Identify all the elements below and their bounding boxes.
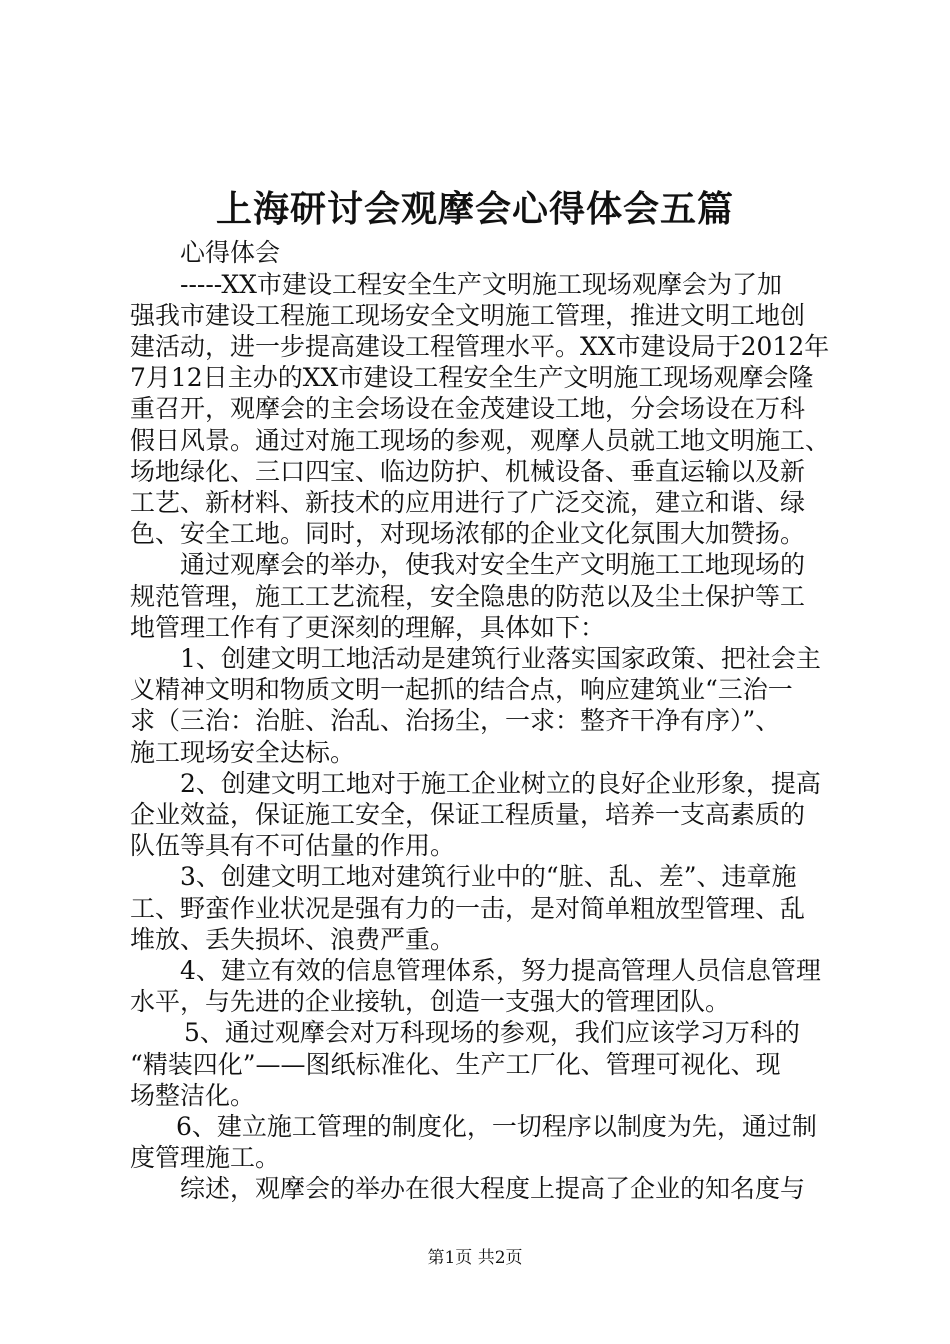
body-line: 综述，观摩会的举办在很大程度上提高了企业的知名度与 [180,1174,806,1203]
body-line: 场地绿化、三口四宝、临边防护、机械设备、垂直运输以及新 [130,457,806,486]
body-line: 强我市建设工程施工现场安全文明施工管理，推进文明工地创 [130,301,806,330]
body-line: 队伍等具有不可估量的作用。 [130,831,456,860]
body-line: 4、建立有效的信息管理体系，努力提高管理人员信息管理 [180,956,821,985]
body-line: “精装四化”——图纸标准化、生产工厂化、管理可视化、现 [130,1050,781,1079]
body-line: 度管理施工。 [130,1143,281,1172]
body-line: 规范管理，施工工艺流程，安全隐患的防范以及尘土保护等工 [130,582,806,611]
body-line: 3、创建文明工地对建筑行业中的“脏、乱、差”、违章施 [180,862,797,891]
body-line: 建活动，进一步提高建设工程管理水平。XX市建设局于2012年 [130,332,830,361]
body-line: -----XX市建设工程安全生产文明施工现场观摩会为了加 [180,270,782,299]
document-title: 上海研讨会观摩会心得体会五篇 [215,188,734,230]
body-line: 工艺、新材料、新技术的应用进行了广泛交流，建立和谐、绿 [130,488,806,517]
body-line: 色、安全工地。同时，对现场浓郁的企业文化氛围大加赞扬。 [130,519,806,548]
body-line: 1、创建文明工地活动是建筑行业落实国家政策、把社会主 [180,644,821,673]
body-line: 假日风景。通过对施工现场的参观，观摩人员就工地文明施工、 [130,426,831,455]
body-line: 地管理工作有了更深刻的理解，具体如下： [130,613,606,642]
body-line: 企业效益，保证施工安全，保证工程质量，培养一支高素质的 [130,800,806,829]
body-line: 义精神文明和物质文明一起抓的结合点，响应建筑业“三治一 [130,675,793,704]
body-line: 5、通过观摩会对万科现场的参观，我们应该学习万科的 [184,1018,800,1047]
body-line: 心得体会 [180,238,281,267]
body-line: 工、野蛮作业状况是强有力的一击，是对简单粗放型管理、乱 [130,894,806,923]
body-line: 6、建立施工管理的制度化，一切程序以制度为先，通过制 [176,1112,817,1141]
body-line: 施工现场安全达标。 [130,738,356,767]
body-line: 通过观摩会的举办，使我对安全生产文明施工工地现场的 [180,550,806,579]
page-footer: 第1页 共2页 [427,1248,523,1268]
body-line: 场整洁化。 [130,1081,256,1110]
body-line: 7月12日主办的XX市建设工程安全生产文明施工现场观摩会隆 [130,363,814,392]
body-line: 水平，与先进的企业接轨，创造一支强大的管理团队。 [130,987,731,1016]
body-line: 堆放、丢失损坏、浪费严重。 [130,925,456,954]
body-line: 2、创建文明工地对于施工企业树立的良好企业形象，提高 [180,769,821,798]
body-line: 重召开，观摩会的主会场设在金茂建设工地，分会场设在万科 [130,394,806,423]
body-line: 求（三治：治脏、治乱、治扬尘，一求：整齐干净有序）”、 [130,706,781,735]
